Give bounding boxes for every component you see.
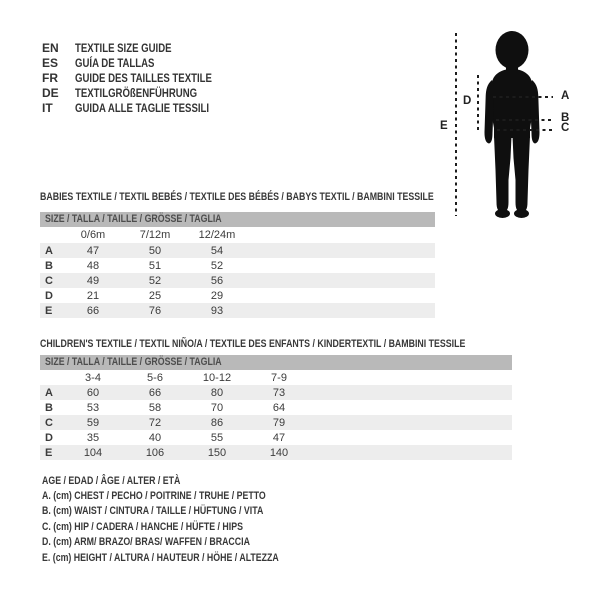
table-row xyxy=(40,303,435,318)
row-label: C xyxy=(45,416,53,429)
size-value-cell: 52 xyxy=(210,259,224,272)
size-value-cell: 53 xyxy=(86,401,100,414)
chest-dashed-line xyxy=(493,96,553,98)
legend-title: AGE / EDAD / ÂGE / ALTER / ETÀ xyxy=(42,474,181,487)
waist-dashed-line xyxy=(496,119,553,121)
table-row xyxy=(40,400,512,415)
size-value-cell: 72 xyxy=(148,416,162,429)
size-value-cell: 140 xyxy=(269,446,289,459)
legend-item: D. (cm) ARM/ BRAZO/ BRAS/ WAFFEN / BRACCIA xyxy=(42,536,250,549)
table-row xyxy=(40,415,512,430)
size-value-cell: 58 xyxy=(148,401,162,414)
column-header: 5-6 xyxy=(147,371,163,384)
row-label: E xyxy=(45,446,53,459)
row-label: B xyxy=(45,401,53,414)
language-code: IT xyxy=(42,101,53,116)
children-table xyxy=(40,338,512,463)
table-row xyxy=(40,288,435,303)
size-value-cell: 50 xyxy=(148,244,162,257)
size-value-cell: 93 xyxy=(210,304,224,317)
language-code: FR xyxy=(42,70,58,85)
legend-item: E. (cm) HEIGHT / ALTURA / HAUTEUR / HÖHE / ALTEZZA xyxy=(42,551,279,564)
language-title: GUÍA DE TALLAS xyxy=(75,55,155,70)
legend-item: A. (cm) CHEST / PECHO / POITRINE / TRUHE / PETTO xyxy=(42,490,266,503)
language-list xyxy=(42,40,246,116)
table-row xyxy=(40,273,435,288)
legend-item: B. (cm) WAIST / CINTURA / TAILLE / HÜFTUNG / VITA xyxy=(42,505,264,518)
language-row xyxy=(42,55,246,70)
table-row xyxy=(40,243,435,258)
size-value-cell: 25 xyxy=(148,289,162,302)
size-value-cell: 56 xyxy=(210,274,224,287)
size-value-cell: 76 xyxy=(148,304,162,317)
size-value-cell: 104 xyxy=(83,446,103,459)
size-value-cell: 52 xyxy=(148,274,162,287)
language-code: DE xyxy=(42,86,59,101)
column-header: 12/24m xyxy=(198,228,236,241)
height-dashed-line xyxy=(455,33,457,216)
size-value-cell: 60 xyxy=(86,386,100,399)
language-code: EN xyxy=(42,40,59,55)
size-value-cell: 70 xyxy=(210,401,224,414)
chest-label: A xyxy=(561,90,570,102)
language-row xyxy=(42,40,246,55)
babies-table xyxy=(40,191,435,321)
size-value-cell: 29 xyxy=(210,289,224,302)
language-row xyxy=(42,101,246,116)
column-header-row xyxy=(40,227,435,242)
size-value-cell: 55 xyxy=(210,431,224,444)
size-value-cell: 21 xyxy=(86,289,100,302)
size-value-cell: 47 xyxy=(272,431,286,444)
table-row xyxy=(40,445,512,460)
size-value-cell: 40 xyxy=(148,431,162,444)
arm-dashed-line xyxy=(477,75,479,133)
language-title: TEXTILE SIZE GUIDE xyxy=(75,40,172,55)
size-value-cell: 66 xyxy=(86,304,100,317)
row-label: D xyxy=(45,431,53,444)
language-title: TEXTILGRÖßENFÜHRUNG xyxy=(75,86,198,101)
language-title: GUIDA ALLE TAGLIE TESSILI xyxy=(75,101,210,116)
size-value-cell: 51 xyxy=(148,259,162,272)
column-header-row xyxy=(40,370,512,385)
language-code: ES xyxy=(42,55,59,70)
table-row xyxy=(40,430,512,445)
column-header: 3-4 xyxy=(85,371,101,384)
row-label: B xyxy=(45,259,53,272)
size-value-cell: 106 xyxy=(145,446,165,459)
hip-dashed-line xyxy=(497,129,553,131)
hip-label: C xyxy=(561,122,570,134)
size-header-text: SIZE / TALLA / TAILLE / GRÖSSE / TAGLIA xyxy=(45,356,222,368)
height-label: E xyxy=(440,120,448,132)
legend-item: C. (cm) HIP / CADERA / HANCHE / HÜFTE / HIPS xyxy=(42,520,243,533)
language-title: GUIDE DES TAILLES TEXTILE xyxy=(75,70,212,85)
size-value-cell: 80 xyxy=(210,386,224,399)
row-label: A xyxy=(45,386,53,399)
column-header: 10-12 xyxy=(202,371,232,384)
language-row xyxy=(42,86,246,101)
size-value-cell: 64 xyxy=(272,401,286,414)
babies-table-title: BABIES TEXTILE / TEXTIL BEBÉS / TEXTILE DES BÉBÉS / BABYS TEXTIL / BAMBINI TESSILE xyxy=(40,191,434,203)
size-value-cell: 35 xyxy=(86,431,100,444)
row-label: A xyxy=(45,244,53,257)
size-header-bar xyxy=(40,212,435,227)
column-header: 0/6m xyxy=(80,228,106,241)
language-row xyxy=(42,70,246,85)
row-label: E xyxy=(45,304,53,317)
size-value-cell: 150 xyxy=(207,446,227,459)
table-row xyxy=(40,258,435,273)
size-value-cell: 86 xyxy=(210,416,224,429)
size-header-bar xyxy=(40,355,512,370)
waist-label: B xyxy=(561,112,570,124)
size-value-cell: 54 xyxy=(210,244,224,257)
size-value-cell: 48 xyxy=(86,259,100,272)
size-header-text: SIZE / TALLA / TAILLE / GRÖSSE / TAGLIA xyxy=(45,213,222,225)
table-row xyxy=(40,385,512,400)
row-label: D xyxy=(45,289,53,302)
size-value-cell: 73 xyxy=(272,386,286,399)
arm-label: D xyxy=(463,95,472,107)
measurement-legend xyxy=(42,473,338,565)
size-value-cell: 79 xyxy=(272,416,286,429)
size-value-cell: 59 xyxy=(86,416,100,429)
column-header: 7/12m xyxy=(139,228,171,241)
children-table-title: CHILDREN'S TEXTILE / TEXTIL NIÑO/A / TEXTILE DES ENFANTS / KINDERTEXTIL / BAMBINI TESSILE xyxy=(40,338,466,350)
size-value-cell: 49 xyxy=(86,274,100,287)
size-value-cell: 47 xyxy=(86,244,100,257)
size-value-cell: 66 xyxy=(148,386,162,399)
column-header: 7-9 xyxy=(271,371,287,384)
row-label: C xyxy=(45,274,53,287)
